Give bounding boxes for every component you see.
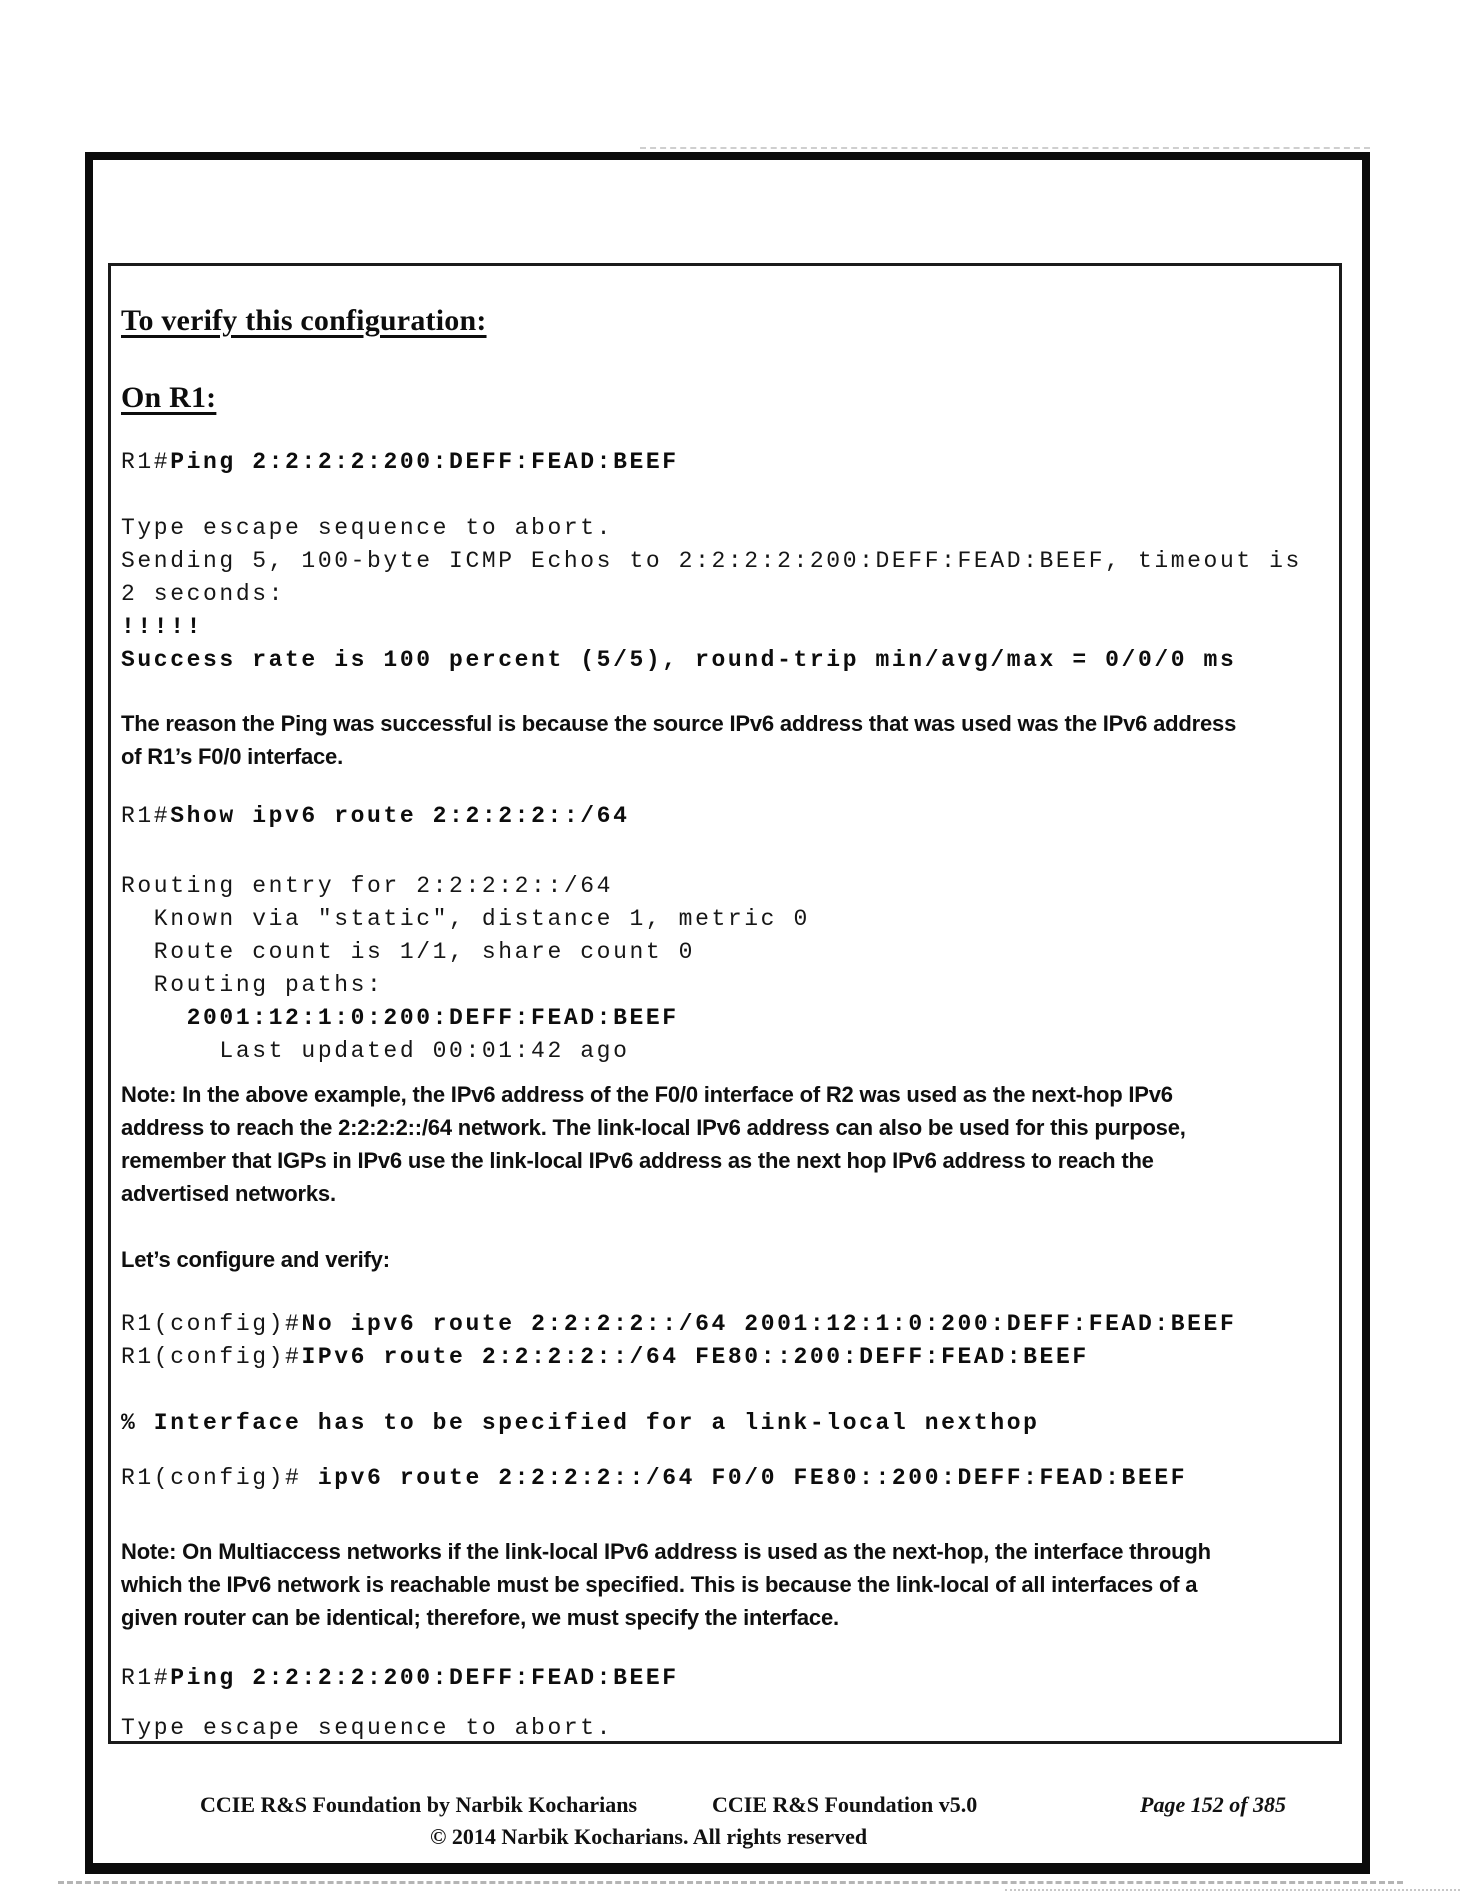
note-line: given router can be identical; therefore, we must specify the interface. <box>121 1605 839 1630</box>
console-output-line: 2 seconds: <box>121 581 286 607</box>
console-output-block-ping <box>121 512 1335 677</box>
route-nexthop-line: 2001:12:1:0:200:DEFF:FEAD:BEEF <box>121 1005 679 1031</box>
cli-command: Ping 2:2:2:2:200:DEFF:FEAD:BEEF <box>170 449 679 475</box>
router-heading: On R1: <box>121 381 217 414</box>
note-line: of R1’s F0/0 interface. <box>121 744 343 769</box>
console-output-line: Type escape sequence to abort. <box>121 515 614 541</box>
note-line: which the IPv6 network is reachable must be specified. This is because the link-local of all interfaces of a <box>121 1572 1198 1597</box>
cli-prompt: R1(config)# <box>121 1311 302 1337</box>
note-line: advertised networks. <box>121 1181 336 1206</box>
cli-command: Ping 2:2:2:2:200:DEFF:FEAD:BEEF <box>170 1665 679 1691</box>
console-output-line: Sending 5, 100-byte ICMP Echos to 2:2:2:2:200:DEFF:FEAD:BEEF, timeout is <box>121 548 1302 574</box>
footer-version: CCIE R&S Foundation v5.0 <box>712 1792 978 1817</box>
console-error-line: % Interface has to be specified for a link-local nexthop <box>121 1410 1040 1436</box>
route-updated-line: Last updated 00:01:42 ago <box>121 1038 630 1064</box>
scan-artifact-top-line <box>640 147 1370 149</box>
content-frame <box>108 263 1342 1744</box>
cli-prompt: R1(config)# <box>121 1465 318 1491</box>
console-output-line-ping2: Type escape sequence to abort. <box>121 1715 614 1741</box>
scan-artifact-bottom-dots <box>1005 1889 1460 1891</box>
console-output-line: Route count is 1/1, share count 0 <box>121 939 696 965</box>
console-line-fixed-route <box>121 1462 1335 1495</box>
footer-page-number: Page 152 of 385 <box>1140 1792 1287 1817</box>
ping-exclamations: !!!!! <box>121 614 204 640</box>
cli-command: ipv6 route 2:2:2:2::/64 F0/0 FE80::200:DEFF:FEAD:BEEF <box>317 1465 1188 1491</box>
note-line: The reason the Ping was successful is because the source IPv6 address that was used was the IPv6 address <box>121 711 1237 736</box>
console-line-ping <box>121 446 1335 479</box>
note-paragraph-1 <box>121 1078 1335 1210</box>
cli-command: IPv6 route 2:2:2:2::/64 FE80::200:DEFF:FEAD:BEEF <box>301 1344 1089 1370</box>
page-border <box>85 152 1370 1874</box>
cli-command: Show ipv6 route 2:2:2:2::/64 <box>170 803 630 829</box>
console-output-block-route <box>121 870 1335 1068</box>
ping-success-line: Success rate is 100 percent (5/5), round-trip min/avg/max = 0/0/0 ms <box>121 647 1237 673</box>
note-line: Note: In the above example, the IPv6 address of the F0/0 interface of R2 was used as the next-hop IPv6 <box>121 1082 1173 1107</box>
cli-prompt: R1# <box>121 449 171 475</box>
console-line-no-route <box>121 1308 1335 1341</box>
cli-prompt: R1(config)# <box>121 1344 302 1370</box>
console-config-block <box>121 1308 1335 1374</box>
cli-prompt: R1# <box>121 803 171 829</box>
note-paragraph-2 <box>121 1535 1335 1634</box>
note-line: Note: On Multiaccess networks if the link-local IPv6 address is used as the next-hop, the interface through <box>121 1539 1211 1564</box>
scan-artifact-bottom-line <box>58 1881 1403 1884</box>
cli-prompt: R1# <box>121 1665 171 1691</box>
footer-copyright: © 2014 Narbik Kocharians. All rights reserved <box>430 1824 868 1849</box>
section-heading: To verify this configuration: <box>121 304 487 337</box>
console-output-line: Known via "static", distance 1, metric 0 <box>121 906 810 932</box>
console-line-ll-route <box>121 1341 1335 1374</box>
note-paragraph-reason <box>121 707 1335 773</box>
console-line-ping2 <box>121 1662 1335 1695</box>
footer-title: CCIE R&S Foundation by Narbik Kocharians <box>200 1792 638 1817</box>
note-line: remember that IGPs in IPv6 use the link-local IPv6 address as the next hop IPv6 address to reach the <box>121 1148 1154 1173</box>
console-output-line: Routing entry for 2:2:2:2::/64 <box>121 873 614 899</box>
cli-command: No ipv6 route 2:2:2:2::/64 2001:12:1:0:200:DEFF:FEAD:BEEF <box>301 1311 1237 1337</box>
note-line: address to reach the 2:2:2:2::/64 network. The link-local IPv6 address can also be used for this purpose, <box>121 1115 1186 1140</box>
console-output-line: Routing paths: <box>121 972 384 998</box>
lets-configure-line: Let’s configure and verify: <box>121 1247 390 1272</box>
console-line-show-route <box>121 800 1335 833</box>
